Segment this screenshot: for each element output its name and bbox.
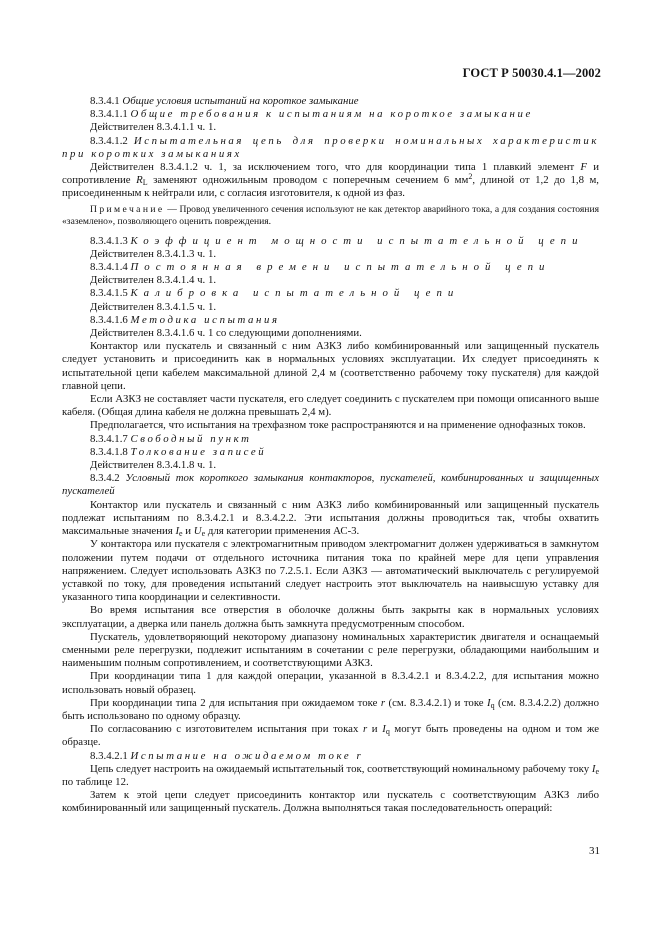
- section-83421-paragraph-2: Затем к этой цепи следует присоединить контактор или пускатель с соответствующим АЗКЗ либо комбинированный или защищенный пускатель. Должна выполняться такая последовательность операций:: [62, 789, 599, 815]
- section-8342-paragraph-6: При координации типа 2 для испытания при ожидаемом токе r (см. 8.3.4.2.1) и токе $I_q$ (см. 8.3.4.2.2) должно быть использовано по одному образцу.: [62, 696, 599, 722]
- section-83416-paragraph-3: Предполагается, что испытания на трехфазном токе распространяются и на применение однофазных токов.: [90, 419, 586, 432]
- section-8342-paragraph-1: Контактор или пускатель и связанный с ним АЗКЗ либо комбинированный или защищенный пускатель подлежат испытаниям по 8.3.4.2.1 и 8.3.4.2.2. Эти испытания должны проводиться так, чтобы охватить максимальные значения $I_e$ и $U_e$ для категории применения АС-3.: [62, 498, 599, 539]
- section-83415-heading: 8.3.4.1.5 Калибровка испытательной цепи: [90, 287, 460, 300]
- section-83421-paragraph-1: Цепь следует настроить на ожидаемый испытательный ток, соответствующий номинальному рабочему току $I_e$ по таблице 12.: [62, 762, 599, 788]
- section-83412-heading: 8.3.4.1.2 Испытательная цепь для проверки номинальных характеристик при коротких замыканиях: [62, 134, 599, 160]
- section-8342-paragraph-5: При координации типа 1 для каждой операции, указанной в 8.3.4.2.1 и 8.3.4.2.2, для испытания можно использовать новый образец.: [62, 670, 599, 696]
- section-83418-body: Действителен 8.3.4.1.8 ч. 1.: [90, 459, 217, 472]
- section-83418-heading: 8.3.4.1.8 Толкование записей: [90, 445, 267, 458]
- section-83413-body: Действителен 8.3.4.1.3 ч. 1.: [90, 247, 217, 260]
- section-83416-paragraph-1: Контактор или пускатель и связанный с ним АЗКЗ либо комбинированный или защищенный пускатель следует установить и присоединить как в нормальных условиях эксплуатации. Их следует присоединять к испытательной цепи кабелем максимальной длиной 2,4 м (соответственно рабочему току пускателя) для каждой главной цепи.: [62, 340, 599, 392]
- note: Примечание — Провод увеличенного сечения используют не как детектор аварийного тока, а для создания состояния «заземлено», позволяющего оценить повреждения.: [62, 203, 599, 228]
- page-number: 31: [589, 845, 600, 857]
- section-8342-paragraph-4: Пускатель, удовлетворяющий некоторому диапазону номинальных характеристик двигателя и оснащаемый сменными реле перегрузки, подлежит испытаниям в сочетании с реле перегрузки, обладающими наибольшим и наименьшим полным сопротивлением, и соответствующими АЗКЗ.: [62, 630, 599, 670]
- section-83416-paragraph-2: Если АЗКЗ не составляет части пускателя, его следует соединить с пускателем при помощи описанного выше кабеля. (Общая длина кабеля не должна превышать 2,4 м).: [62, 393, 599, 419]
- section-83416-body: Действителен 8.3.4.1.6 ч. 1 со следующими дополнениями.: [90, 327, 362, 340]
- section-83414-heading: 8.3.4.1.4 Постоянная времени испытательной цепи: [90, 261, 551, 274]
- section-8342-paragraph-2: У контактора или пускателя с электромагнитным приводом электромагнит должен удерживаться в замкнутом положении путем подачи от отдельного источника питания тока по крайней мере для цепи управления напряжением. Следует использовать АЗКЗ по 7.2.5.1. Если АЗКЗ — автоматический выключатель с регулируемой уставкой по току, для проведения испытаний следует настроить этот выключатель на наивысшую уставку для указанного типа координации и селективности.: [62, 538, 599, 604]
- section-83411-heading: 8.3.4.1.1 Общие требования к испытаниям на короткое замыкание: [90, 108, 533, 121]
- section-83417-heading: 8.3.4.1.7 Свободный пункт: [90, 432, 252, 445]
- section-83412-body: Действителен 8.3.4.1.2 ч. 1, за исключением того, что для координации типа 1 плавкий элемент F и сопротивление $R_L$ заменяют одножильным проводом с поперечным сечением 6 $мм^2$, длиной от 1,2 до 1,8 м, присоединенным к нейтрали или, с согласия изготовителя, к одной из фаз.: [62, 161, 600, 200]
- section-83411-body: Действителен 8.3.4.1.1 ч. 1.: [90, 121, 217, 134]
- section-83414-body: Действителен 8.3.4.1.4 ч. 1.: [90, 274, 217, 287]
- page-header: ГОСТ Р 50030.4.1—2002: [462, 66, 601, 80]
- section-8341-heading: 8.3.4.1 Общие условия испытаний на короткое замыкание: [90, 95, 359, 107]
- section-8342-paragraph-3: Во время испытания все отверстия в оболочке должны быть закрыты как в нормальных условиях эксплуатации, а дверка или панель должна быть замкнута предусмотренным способом.: [62, 604, 599, 630]
- section-8342-paragraph-7: По согласованию с изготовителем испытания при токах r и $I_q$ могут быть проведены на одном и том же образце.: [62, 723, 599, 749]
- section-8342-heading: 8.3.4.2 Условный ток короткого замыкания контакторов, пускателей, комбинированных и защищенных пускателей: [62, 472, 599, 498]
- section-83416-heading: 8.3.4.1.6 Методика испытания: [90, 313, 280, 326]
- page-content: [62, 95, 599, 816]
- section-83415-body: Действителен 8.3.4.1.5 ч. 1.: [90, 300, 217, 313]
- section-83421-heading: 8.3.4.2.1 Испытание на ожидаемом токе r: [90, 749, 364, 762]
- section-83413-heading: 8.3.4.1.3 Коэффициент мощности испытательной цепи: [90, 234, 584, 247]
